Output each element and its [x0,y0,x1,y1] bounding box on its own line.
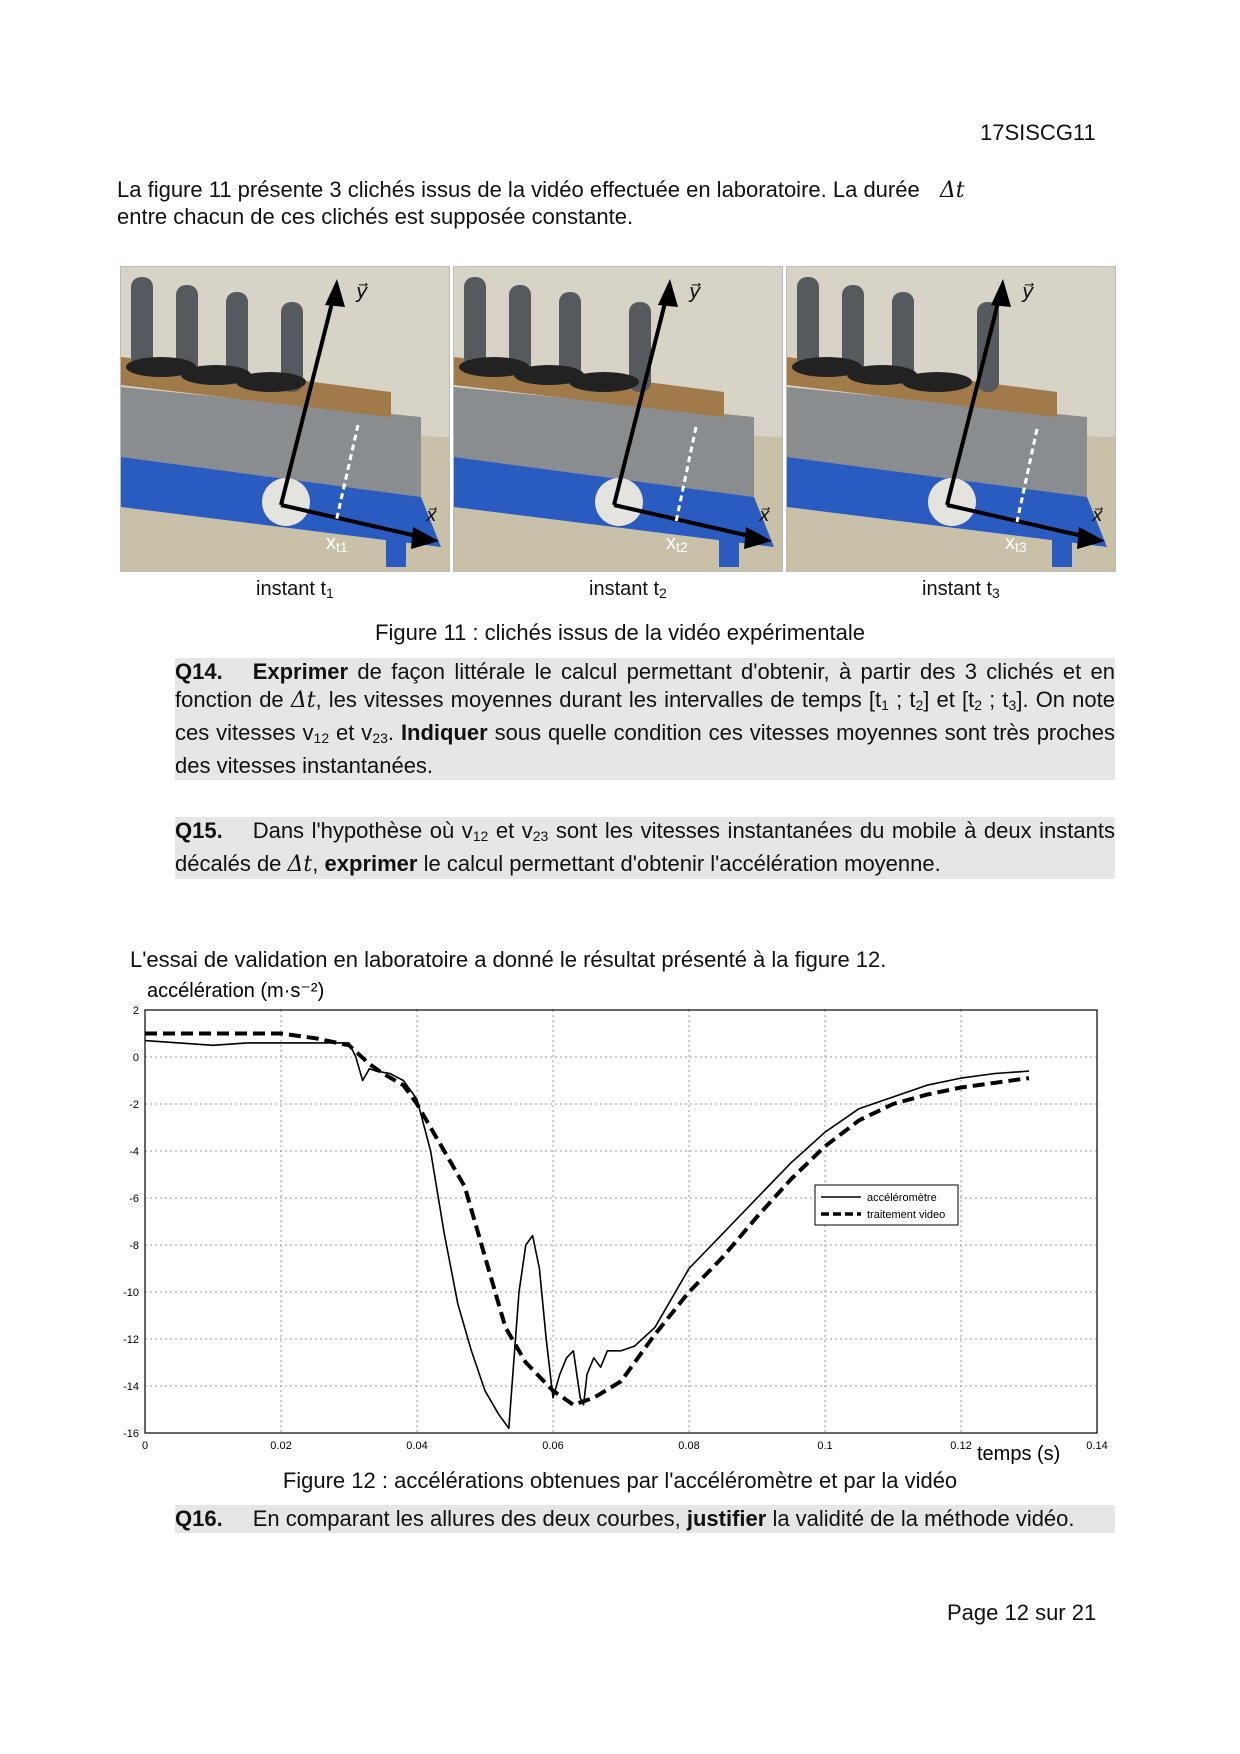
figure11-caption: Figure 11 : clichés issus de la vidéo expérimentale [375,620,865,645]
intro-text: La figure 11 présente 3 clichés issus de la vidéo effectuée en laboratoire. La durée [117,177,920,202]
question-q15: Q15. Dans l'hypothèse où $v_{12}$ et $v_{23}$ sont les vitesses instantanées du mobile à deux instants décalés de Δt, exprimer le calcul permettant d'obtenir l'accélération moyenne. [175,818,1115,877]
photo-illustration [787,267,1115,571]
y-tick-label: -16 [123,1428,139,1440]
axis-y-label: y⃗ [689,281,701,303]
y-tick-label: -4 [129,1146,139,1158]
page-number: Page 12 sur 21 [947,1600,1097,1625]
x-tick-label: 0.04 [406,1440,428,1452]
document-code: 17SISCG11 [980,120,1096,145]
photo-instant-3 [786,266,1116,572]
photo-illustration [454,267,782,571]
x-tick-label: 0.12 [950,1440,972,1452]
question-q14: Q14. Exprimer de façon littérale le calcul permettant d'obtenir, à partir des 3 clichés et en fonction de Δt, les vitesses moyennes durant les intervalles de temps [$t_1$ ; $t_2$] et [$t_2$ ; $t_3$]. On note ces vitesses $v_{12}$ et $v_{23}$. Indiquer sous quelle condition ces vitesses moyennes sont très proches des vitesses instantanées. [175,659,1115,778]
x-position-label: $x_{t3}$ [1005,532,1027,555]
intro-line2: entre chacun de ces clichés est supposée constante. [117,204,634,229]
acceleration-chart [117,975,1117,1465]
y-tick-label: 2 [132,1005,139,1017]
photo-illustration [121,267,449,571]
photo-instant-2 [453,266,783,572]
y-axis-label: accélération (m·s⁻²) [147,980,325,1002]
axis-x-label: x⃗ [1092,505,1103,525]
y-tick-label: -14 [123,1381,139,1393]
instant-label: instant $t_2$ [589,578,667,601]
axis-x-label: x⃗ [426,505,437,525]
figure12-caption: Figure 12 : accélérations obtenues par l'accéléromètre et par la vidéo [282,1468,958,1493]
x-tick-label: 0.06 [542,1440,564,1452]
x-position-label: $x_{t2}$ [666,532,688,555]
series-line-accelerometer [145,1041,1029,1429]
legend-label: accéléromètre [867,1192,937,1204]
y-tick-label: -6 [129,1193,139,1205]
question-q16: Q16. En comparant les allures des deux courbes, justifier la validité de la méthode vidéo. [175,1505,1115,1533]
figure11-photos [120,266,1115,570]
y-tick-label: -10 [123,1287,139,1299]
legend-label: traitement video [867,1209,946,1221]
instant-label: instant $t_3$ [922,578,1000,601]
x-axis-label: temps (s) [977,1443,1061,1465]
chart-legend [815,1185,958,1225]
x-tick-label: 0 [141,1440,149,1452]
x-tick-label: 0.1 [817,1440,833,1452]
intro-paragraph [117,175,1112,205]
essai-text: L'essai de validation en laboratoire a donné le résultat présenté à la figure 12. [130,947,887,972]
y-tick-label: -12 [123,1334,139,1346]
x-position-label: $x_{t1}$ [326,532,348,555]
delta-t: Δt [939,178,965,203]
x-tick-label: 0.08 [678,1440,700,1452]
y-tick-label: -2 [129,1099,139,1111]
y-tick-label: 0 [132,1052,139,1064]
axis-x-label: x⃗ [759,505,770,525]
chart-lines [145,1034,1029,1429]
x-tick-label: 0.02 [270,1440,292,1452]
photo-instant-1 [120,266,450,572]
axis-y-label: y⃗ [1022,281,1034,303]
instant-label: instant $t_1$ [256,578,334,601]
axis-y-label: y⃗ [356,281,368,303]
y-tick-label: -8 [129,1240,139,1252]
x-tick-label: 0.14 [1086,1440,1108,1452]
figure12-chart [117,975,1117,1465]
